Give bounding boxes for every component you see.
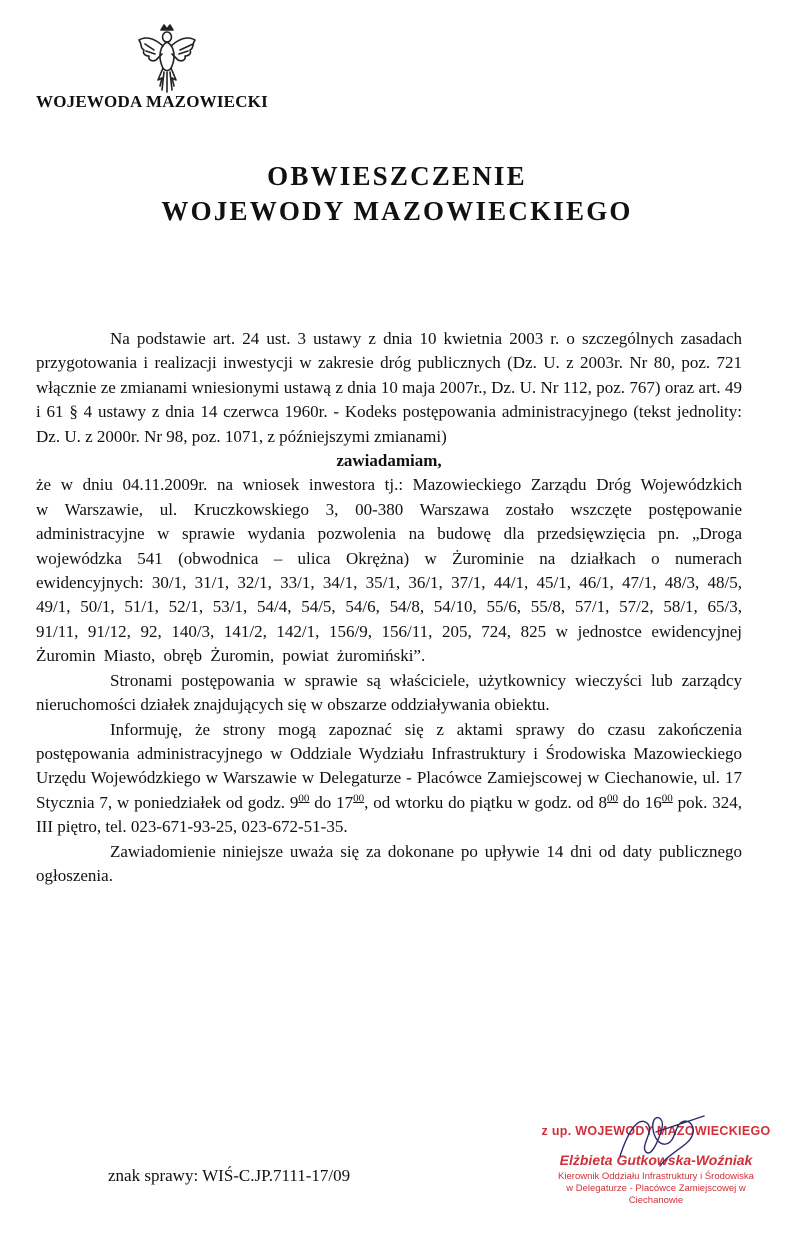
hour-superscript: 00 <box>298 792 310 805</box>
hour-superscript: 00 <box>353 792 365 805</box>
access-text-5: pok. 324, III piętro, tel. 023-671-93-25, 023-672-51-35. <box>36 792 743 837</box>
stamp-authority-line: z up. WOJEWODY MAZOWIECKIEGO <box>541 1124 771 1138</box>
stamp-position-line: Kierownik Oddziału Infrastruktury i Środowiska <box>558 1171 754 1182</box>
access-hours-paragraph <box>36 718 742 840</box>
effective-date-paragraph: Zawiadomienie niniejsze uważa się za dokonane po upływie 14 dni od daty publicznego ogłoszenia. <box>36 841 742 885</box>
proceeding-paragraph: że w dniu 04.11.2009r. na wniosek inwestora tj.: Mazowieckiego Zarządu Dróg Wojewódzkich w Warszawie, ul. Kruczkowskiego 3, 00-380 Warszawa zostało wszczęte postępowanie administracyjne w sprawie wydania pozwolenia na budowę dla przedsięwzięcia pn. „Droga wojewódzka 541 (obwodnica – ulica Okrężna) w Żurominie na działkach o numerach ewidencyjnych: 30/1, 31/1, 32/1, 33/1, 34/1, 35/1, 36/1, 37/1, 44/1, 45/1, 46/1, 47/1, 48/3, 48/5, 49/1, 50/1, 51/1, 52/1, 53/1, 54/4, 54/5, 54/6, 54/8, 54/10, 55/6, 55/8, 57/1, 57/2, 58/1, 65/3, 91/11, 91/12, 92, 140/3, 141/2, 142/1, 156/9, 156/11, 205, 724, 825 w jednostce ewidencyjnej Żuromin Miasto, obręb Żuromin, powiat żuromiński”. <box>36 475 742 666</box>
legal-basis-paragraph: Na podstawie art. 24 ust. 3 ustawy z dnia 10 kwietnia 2003 r. o szczególnych zasadach przygotowania i realizacji inwestycji w zakresie dróg publicznych (Dz. U. z 2003r. Nr 80, poz. 721 włącznie ze zmianami wniesionymi ustawą z dnia 10 maja 2007r., Dz. U. Nr 112, poz. 767) oraz art. 49 i 61 § 4 ustawy z dnia 14 czerwca 1960r. - Kodeks postępowania administracyjnego (tekst jednolity: Dz. U. z 2000r. Nr 98, poz. 1071, z późniejszymi zmianami) <box>36 329 742 446</box>
document-title-subtitle: WOJEWODY MAZOWIECKIEGO <box>161 196 633 226</box>
access-text-2: do 17 <box>309 792 354 812</box>
access-text-1: Informuję, że strony mogą zapoznać się z aktami sprawy do czasu zakończenia postępowania administracyjnego w Oddziale Wydziału Infrastruktury i Środowiska Mazowieckiego Urzędu Wojewódzkiego w Warszawie w Delegaturze - Placówce Zamiejscowej w Ciechanowie, ul. 17 Stycznia 7, w poniedziałek od godz. 9 <box>36 719 742 812</box>
handwritten-signature <box>600 1106 720 1176</box>
polish-eagle-emblem-icon <box>136 22 198 94</box>
case-reference: znak sprawy: WIŚ-C.JP.7111-17/09 <box>108 1166 351 1185</box>
notify-word: zawiadamiam, <box>336 451 442 471</box>
stamp-office-line: w Delegaturze - Placówce Zamiejscowej w Ciechanowie <box>566 1183 746 1206</box>
document-body <box>36 327 742 888</box>
document-title: OBWIESZCZENIE <box>267 161 527 191</box>
parties-paragraph: Stronami postępowania w sprawie są właściciele, użytkownicy wieczyści lub zarządcy nieruchomości działek znajdujących się w obszarze oddziaływania obiektu. <box>36 670 742 715</box>
hour-superscript: 00 <box>661 792 673 805</box>
stamp-signatory-name: Elżbieta Gutkowska-Woźniak <box>559 1152 753 1168</box>
access-text-3: , od wtorku do piątku w godz. od 8 <box>364 792 608 812</box>
hour-superscript: 00 <box>607 792 619 805</box>
access-text-4: do 16 <box>618 792 662 812</box>
issuing-authority: WOJEWODA MAZOWIECKI <box>36 92 268 111</box>
